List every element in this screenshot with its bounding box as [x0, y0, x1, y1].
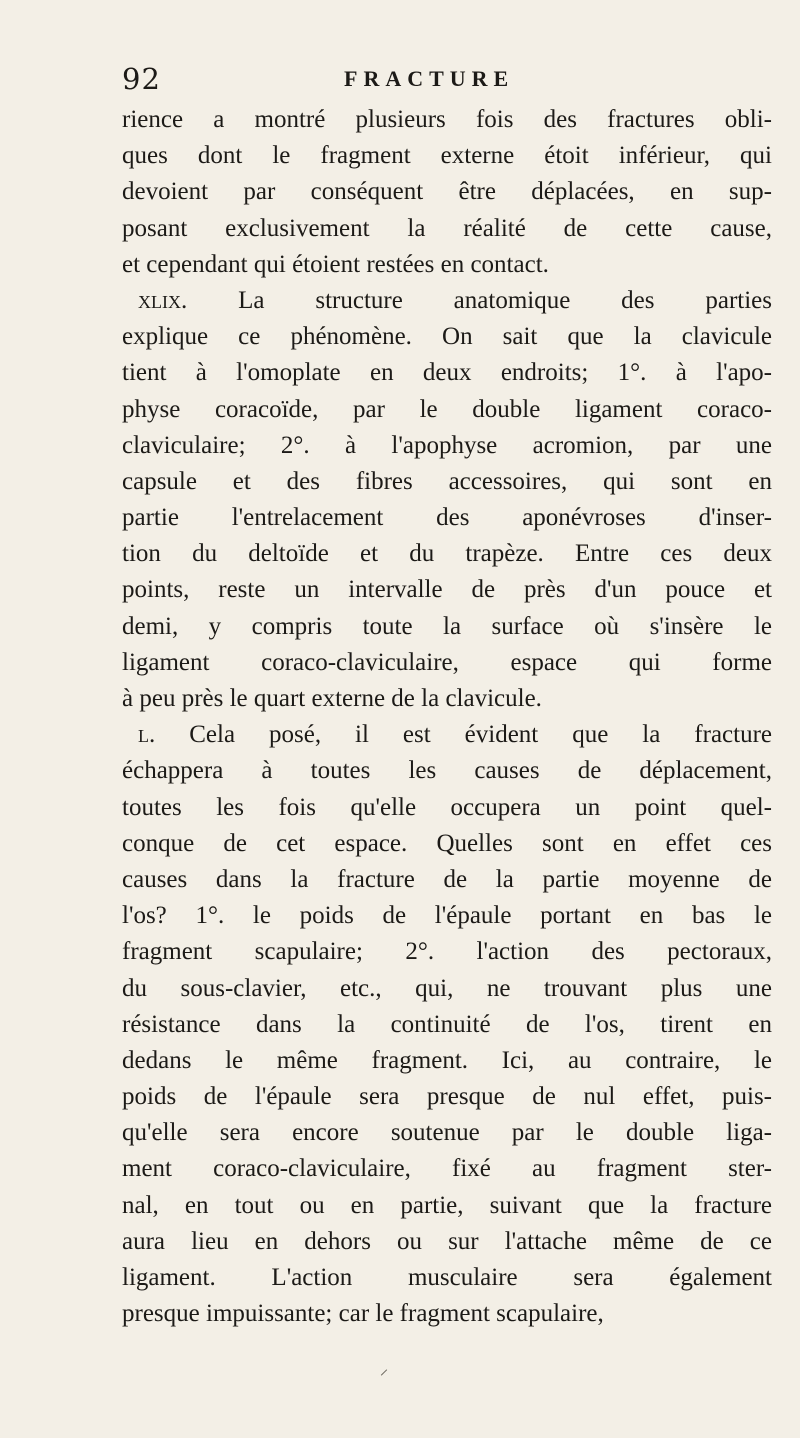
text-line: ligament coraco-claviculaire, espace qui forme	[122, 648, 772, 676]
section-xlix-line: xlix. La structure anatomique des parties	[138, 286, 772, 314]
text-line: du sous-clavier, etc., qui, ne trouvant plus une	[122, 974, 772, 1002]
text-line: et cependant qui étoient restées en contact.	[122, 250, 549, 278]
text-line: demi, y compris toute la surface où s'insère le	[122, 612, 772, 640]
text-line: points, reste un intervalle de près d'un pouce et	[122, 576, 772, 604]
text-line: devoient par conséquent être déplacées, en sup-	[122, 178, 772, 206]
text-line: capsule et des fibres accessoires, qui sont en	[122, 467, 772, 495]
body-text	[122, 102, 772, 1332]
text-line: échappera à toutes les causes de déplacement,	[122, 757, 772, 785]
text-line: résistance dans la continuité de l'os, tirent en	[122, 1010, 772, 1038]
text-line: presque impuissante; car le fragment scapulaire,	[122, 1300, 604, 1328]
running-head	[122, 62, 762, 98]
text-line: dedans le même fragment. Ici, au contraire, le	[122, 1046, 772, 1074]
text-line: conque de cet espace. Quelles sont en effet ces	[122, 829, 772, 857]
text-line: qu'elle sera encore soutenue par le double liga-	[122, 1119, 772, 1147]
text-line: tion du deltoïde et du trapèze. Entre ces deux	[122, 540, 772, 568]
text-line: à peu près le quart externe de la clavicule.	[122, 685, 542, 712]
text-line: tient à l'omoplate en deux endroits; 1°. à l'apo-	[122, 359, 772, 387]
printer-mark	[381, 1369, 387, 1375]
text-line: causes dans la fracture de la partie moyenne de	[122, 865, 772, 893]
text-line: l'os? 1°. le poids de l'épaule portant en bas le	[122, 902, 772, 930]
text-line: rience a montré plusieurs fois des fractures obli-	[122, 106, 772, 133]
text-line: poids de l'épaule sera presque de nul effet, puis-	[122, 1083, 772, 1111]
text-line: physe coracoïde, par le double ligament coraco-	[122, 395, 772, 423]
page-number: 92	[122, 62, 161, 96]
text-line: posant exclusivement la réalité de cette cause,	[122, 214, 772, 242]
section-l-line: l. Cela posé, il est évident que la fracture	[138, 721, 772, 749]
text-line: toutes les fois qu'elle occupera un point quel-	[122, 793, 772, 821]
text-line: explique ce phénomène. On sait que la clavicule	[122, 323, 772, 351]
text-line: ment coraco-claviculaire, fixé au fragment ster-	[122, 1155, 772, 1183]
running-title: FRACTURE	[344, 66, 515, 91]
text-line: fragment scapulaire; 2°. l'action des pectoraux,	[122, 938, 772, 966]
text-line: aura lieu en dehors ou sur l'attache même de ce	[122, 1227, 772, 1255]
text-line: ques dont le fragment externe étoit inférieur, qui	[122, 142, 772, 170]
text-line: ligament. L'action musculaire sera également	[122, 1264, 772, 1291]
text-line: nal, en tout ou en partie, suivant que la fracture	[122, 1191, 772, 1219]
text-line: partie l'entrelacement des aponévroses d'inser-	[122, 504, 772, 532]
text-line: claviculaire; 2°. à l'apophyse acromion, par une	[122, 431, 772, 459]
